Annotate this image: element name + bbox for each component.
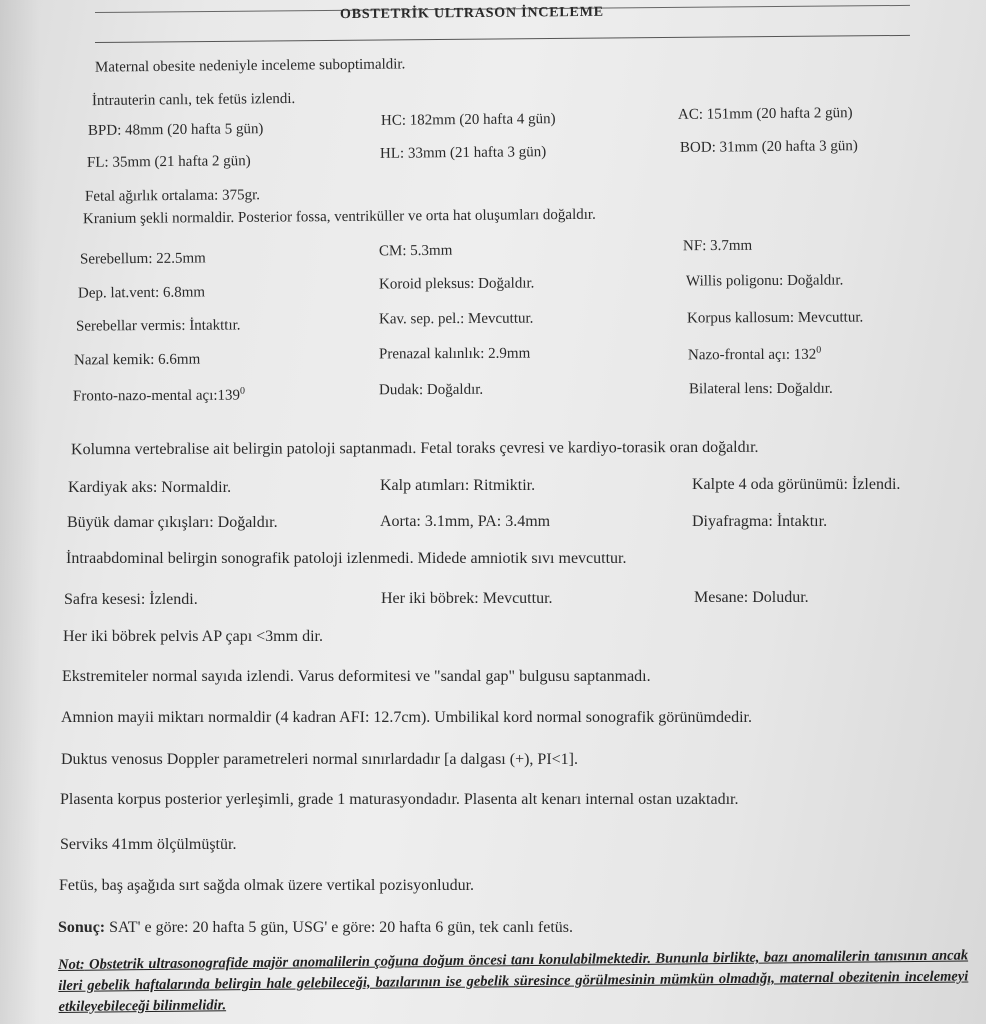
- bobrek-pelvis-line: Her iki böbrek pelvis AP çapı <3mm dir.: [63, 628, 323, 645]
- korpus-kallosum-value: Korpus kallosum: Mevcuttur.: [686, 309, 864, 327]
- obesity-note: Maternal obesite nedeniyle inceleme suboptimaldir.: [94, 56, 406, 76]
- diyafragma-value: Diyafragma: İntaktır.: [692, 513, 828, 530]
- hl-value: HL: 33mm (21 hafta 3 gün): [379, 144, 547, 162]
- note-label: Not:: [58, 956, 85, 973]
- kav-sep-value: Kav. sep. pel.: Mevcuttur.: [378, 310, 534, 328]
- nf-value: NF: 3.7mm: [682, 237, 753, 255]
- willis-value: Willis poligonu: Doğaldır.: [685, 272, 844, 290]
- cm-value: CM: 5.3mm: [378, 242, 453, 260]
- amnion-line: Amnion mayii miktarı normaldir (4 kadran AFI: 12.7cm). Umbilikal kord normal sonografik görünümdedir.: [61, 709, 752, 726]
- hc-value: HC: 182mm (20 hafta 4 gün): [380, 111, 556, 129]
- serebellum-value: Serebellum: 22.5mm: [79, 250, 206, 268]
- dudak-value: Dudak: Doğaldır.: [378, 381, 484, 399]
- ac-value: AC: 151mm (20 hafta 2 gün): [677, 105, 853, 123]
- note-text: Obstetrik ultrasonografide majör anomalilerin çoğuna doğum öncesi tanı konulabilmektedir. Bununla birlikte, bazı anomalilerin tanısının ancak ileri gebelik haftalarında belirgin hale gelebileceği, bazılarının ise gebelik süresince görülmesinin mümkün olmadığı, maternal obezitenin incelemeyi etkileyebileceği bilinmelidir.: [58, 947, 969, 1015]
- serviks-line: Serviks 41mm ölçülmüştür.: [60, 836, 237, 853]
- pozisyon-line: Fetüs, baş aşağıda sırt sağda olmak üzere vertikal pozisyonludur.: [59, 877, 475, 894]
- mesane-value: Mesane: Doludur.: [694, 589, 809, 606]
- nazal-kemik-value: Nazal kemik: 6.6mm: [73, 351, 201, 369]
- report-title: OBSTETRİK ULTRASON İNCELEME: [339, 4, 604, 23]
- aorta-pa-value: Aorta: 3.1mm, PA: 3.4mm: [380, 513, 551, 530]
- safra-kesesi-value: Safra kesesi: İzlendi.: [64, 591, 198, 608]
- plasenta-line: Plasenta korpus posterior yerleşimli, grade 1 maturasyondadır. Plasenta alt kenarı internal ostan uzaktadır.: [60, 791, 739, 808]
- header-divider: [95, 35, 910, 43]
- bilateral-lens-value: Bilateral lens: Doğaldır.: [688, 380, 833, 398]
- vermis-value: Serebellar vermis: İntakttır.: [75, 317, 241, 335]
- page-shadow: [0, 0, 40, 1024]
- prenazal-value: Prenazal kalınlık: 2.9mm: [378, 345, 531, 363]
- fronto-nazo-mental-value: Fronto-nazo-mental $açı:139^0$: [72, 385, 246, 405]
- bpd-value: BPD: 48mm (20 hafta 5 gün): [87, 121, 264, 139]
- kalp-atim-value: Kalp atımları: Ritmiktir.: [380, 477, 536, 494]
- ekstremite-line: Ekstremiteler normal sayıda izlendi. Varus deformitesi ve "sandal gap" bulgusu saptanmadı.: [62, 668, 651, 685]
- fetus-line: İntrauterin canlı, tek fetüs izlendi.: [91, 90, 296, 110]
- abdomen-line: İntraabdominal belirgin sonografik patoloji izlenmedi. Midede amniotik sıvı mevcuttur.: [66, 550, 627, 567]
- duktus-line: Duktus venosus Doppler parametreleri normal sınırlardadır [a dalgası (+), PI<1].: [61, 751, 579, 768]
- bobrek-value: Her iki böbrek: Mevcuttur.: [381, 590, 553, 607]
- bod-value: BOD: 31mm (20 hafta 3 gün): [679, 138, 858, 156]
- buyuk-damar-value: Büyük damar çıkışları: Doğaldır.: [67, 514, 278, 531]
- koroid-value: Koroid pleksus: Doğaldır.: [378, 275, 535, 293]
- conclusion: [58, 919, 573, 937]
- conclusion-label: Sonuç:: [58, 919, 106, 936]
- fetal-weight: Fetal ağırlık ortalama: 375gr.: [84, 187, 261, 205]
- cranium-line: Kranium şekli normaldir. Posterior fossa, ventriküller ve orta hat oluşumları doğaldır.: [82, 206, 596, 228]
- lat-vent-value: Dep. lat.vent: 6.8mm: [77, 284, 206, 302]
- conclusion-text: SAT' e göre: 20 hafta 5 gün, USG' e göre: 20 hafta 6 gün, tek canlı fetüs.: [105, 919, 573, 936]
- kardiyak-aks-value: Kardiyak aks: Normaldir.: [68, 479, 232, 496]
- fl-value: FL: 35mm (21 hafta 2 gün): [86, 153, 251, 171]
- dort-oda-value: Kalpte 4 oda görünümü: İzlendi.: [692, 476, 901, 493]
- spine-line: Kolumna vertebralise ait belirgin patoloji saptanmadı. Fetal toraks çevresi ve kardiyo-torasik oran doğaldır.: [70, 438, 759, 459]
- disclaimer-note: [58, 945, 969, 1018]
- nazo-frontal-value: Nazo-frontal açı: $132^0$: [687, 344, 822, 364]
